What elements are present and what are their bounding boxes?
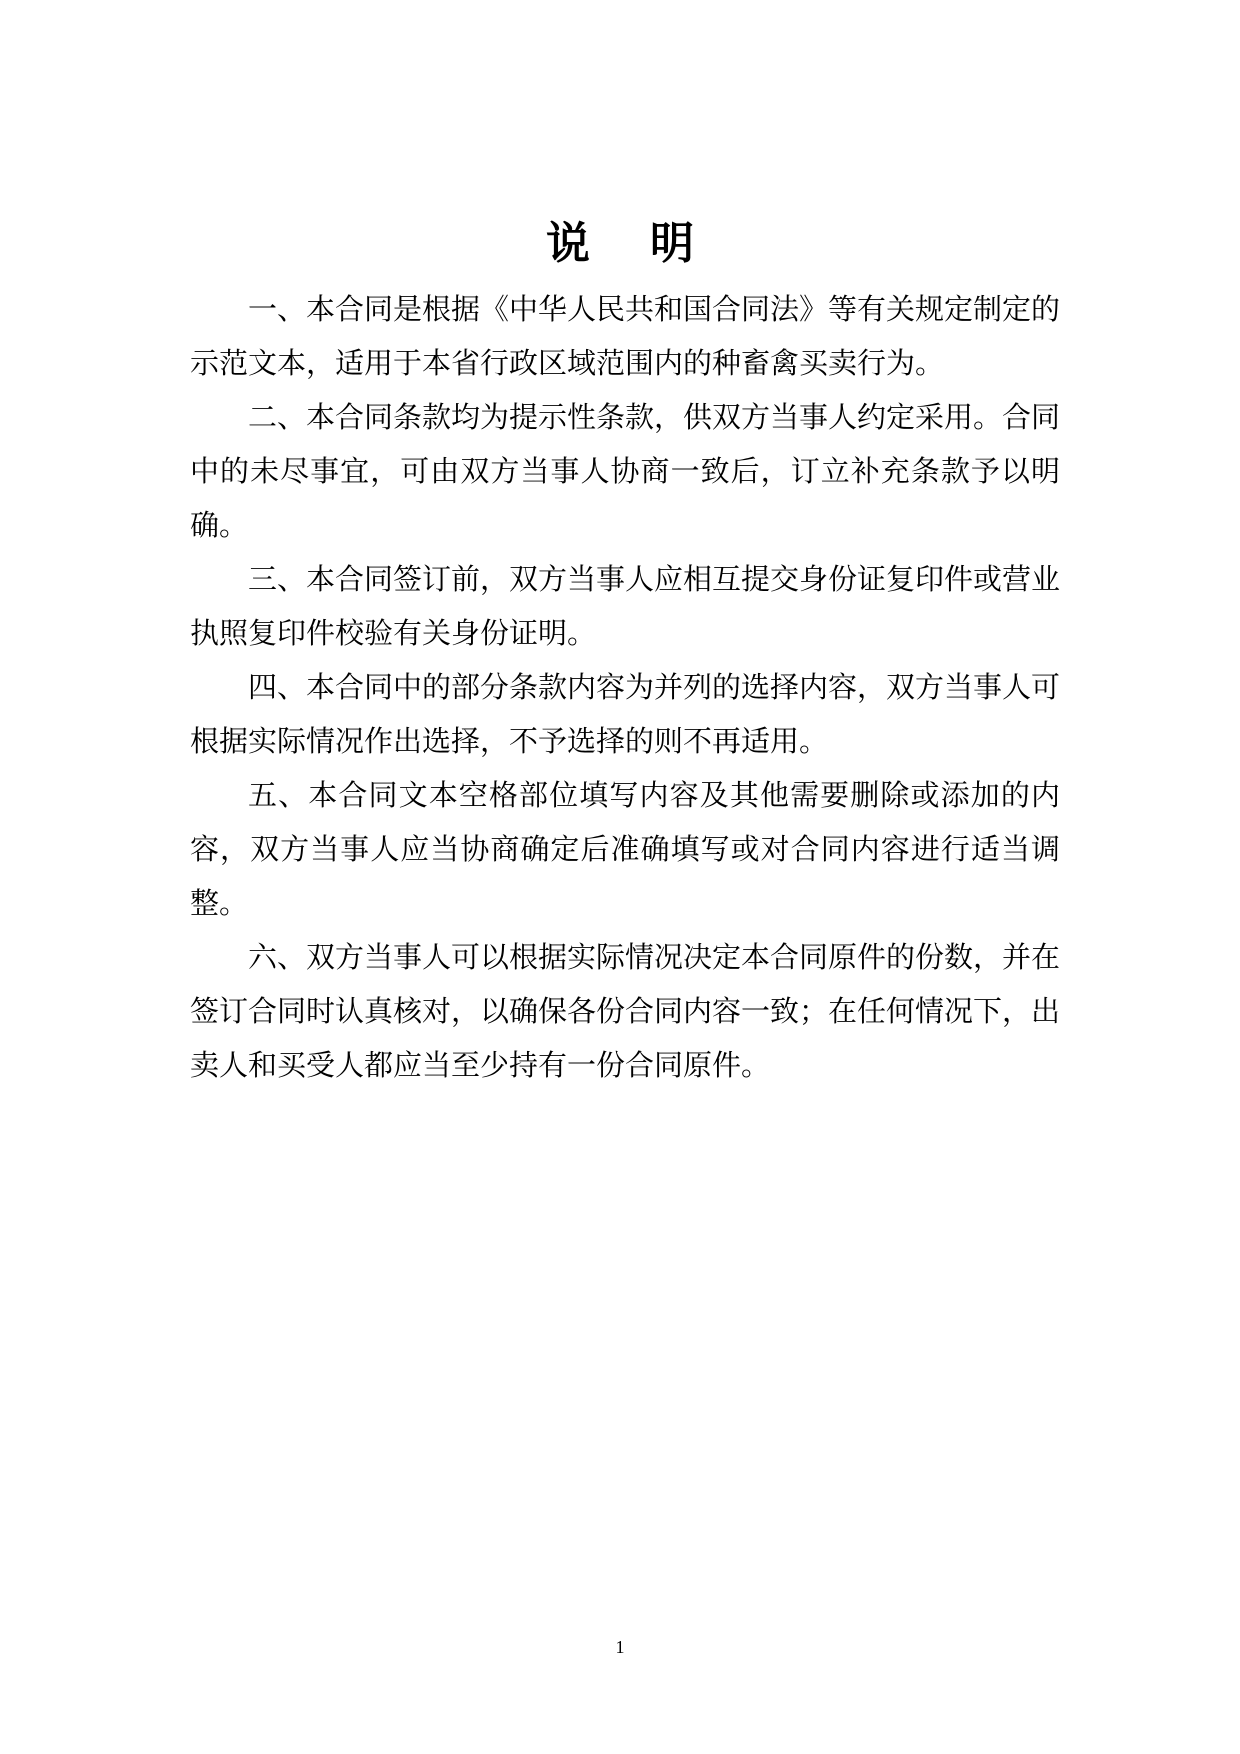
document-body bbox=[190, 282, 1060, 1092]
paragraph-6: 六、双方当事人可以根据实际情况决定本合同原件的份数，并在签订合同时认真核对，以确保各份合同内容一致；在任何情况下，出卖人和买受人都应当至少持有一份合同原件。 bbox=[190, 940, 1061, 1082]
paragraph-2: 二、本合同条款均为提示性条款，供双方当事人约定采用。合同中的未尽事宜，可由双方当事人协商一致后，订立补充条款予以明确。 bbox=[190, 400, 1061, 542]
paragraph-4: 四、本合同中的部分条款内容为并列的选择内容，双方当事人可根据实际情况作出选择，不予选择的则不再适用。 bbox=[190, 670, 1061, 758]
title-char-2: 明 bbox=[650, 218, 694, 269]
title-char-1: 说 bbox=[546, 218, 590, 269]
paragraph-5: 五、本合同文本空格部位填写内容及其他需要删除或添加的内容，双方当事人应当协商确定后准确填写或对合同内容进行适当调整。 bbox=[190, 778, 1060, 920]
paragraph-3: 三、本合同签订前，双方当事人应相互提交身份证复印件或营业执照复印件校验有关身份证明。 bbox=[190, 562, 1061, 650]
page-number: 1 bbox=[615, 1637, 625, 1657]
page-title bbox=[0, 214, 1240, 274]
paragraph-1: 一、本合同是根据《中华人民共和国合同法》等有关规定制定的示范文本，适用于本省行政区域范围内的种畜禽买卖行为。 bbox=[190, 292, 1061, 380]
